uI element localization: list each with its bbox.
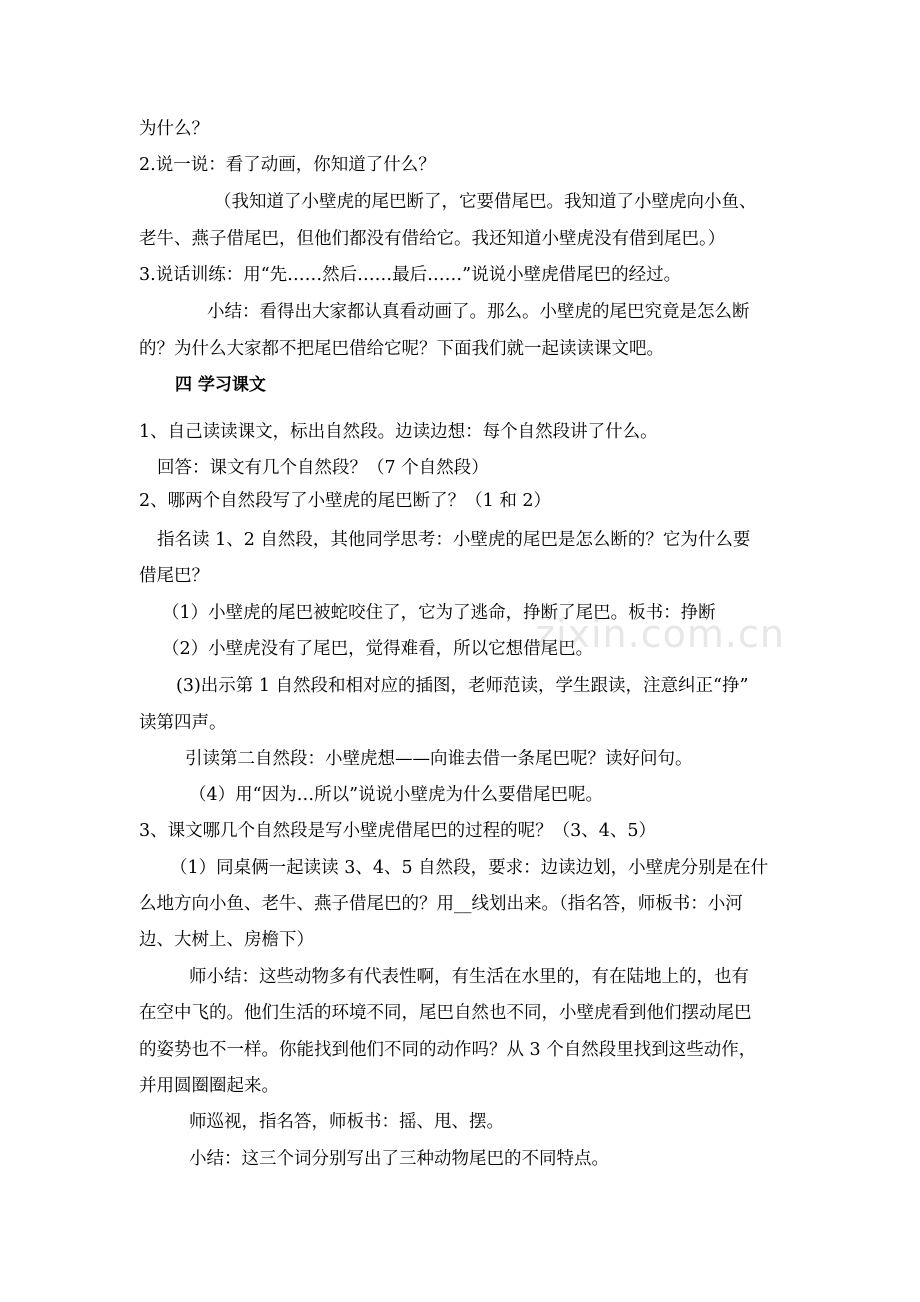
line-1: 为什么？ — [139, 119, 209, 139]
line-27: 并用圆圈圈起来。 — [139, 1076, 279, 1096]
line-9: 1、自己读读课文，标出自然段。边读边想：每个自然段讲了什么。 — [139, 422, 658, 442]
line-22: 么地方向小鱼、老牛、燕子借尾巴的？用__线划出来。（指名答，师板书：小河 — [139, 894, 743, 914]
line-19: （4）用“因为…所以”说说小壁虎为什么要借尾巴呢。 — [189, 785, 604, 805]
line-23: 边、大树上、房檐下） — [139, 930, 314, 950]
line-7: 的？为什么大家都不把尾巴借给它呢？下面我们就一起读读课文吧。 — [139, 339, 664, 359]
section-heading: 四 学习课文 — [175, 375, 266, 395]
line-25: 在空中飞的。他们生活的环境不同，尾巴自然也不同，小壁虎看到他们摆动尾巴 — [139, 1003, 752, 1023]
line-3: （我知道了小壁虎的尾巴断了，它要借尾巴。我知道了小壁虎向小鱼、 — [214, 192, 757, 212]
watermark: zixin.com.cn — [535, 612, 785, 656]
line-10: 回答：课文有几个自然段？（7 个自然段） — [157, 458, 489, 478]
line-17: 读第四声。 — [139, 713, 227, 733]
line-26: 的姿势也不一样。你能找到他们不同的动作吗？从 3 个自然段里找到这些动作， — [139, 1040, 757, 1060]
line-24: 师小结：这些动物多有代表性啊，有生活在水里的，有在陆地上的，也有 — [189, 967, 749, 987]
line-18: 引读第二自然段：小壁虎想——向谁去借一条尾巴呢？读好问句。 — [185, 749, 693, 769]
line-15: （2）小壁虎没有了尾巴，觉得难看，所以它想借尾巴。 — [162, 639, 594, 659]
line-20: 3、课文哪几个自然段是写小壁虎借尾巴的过程的呢？（3、4、5） — [139, 821, 657, 841]
line-16: (3)出示第 1 自然段和相对应的插图，老师范读，学生跟读，注意纠正“挣” — [176, 676, 749, 696]
line-28: 师巡视，指名答，师板书：摇、甩、摆。 — [189, 1112, 504, 1132]
line-11: 2、哪两个自然段写了小壁虎的尾巴断了？（1 和 2） — [139, 491, 552, 511]
line-4: 老牛、燕子借尾巴，但他们都没有借给它。我还知道小壁虎没有借到尾巴。） — [139, 229, 726, 249]
line-29: 小结：这三个词分别写出了三种动物尾巴的不同特点。 — [189, 1149, 609, 1169]
line-6: 小结：看得出大家都认真看动画了。那么。小壁虎的尾巴究竟是怎么断 — [207, 302, 750, 322]
line-5: 3.说话训练：用“先……然后……最后……”说说小壁虎借尾巴的经过。 — [139, 265, 682, 285]
line-2: 2.说一说：看了动画，你知道了什么？ — [139, 155, 436, 175]
line-13: 借尾巴？ — [139, 566, 209, 586]
line-14: （1）小壁虎的尾巴被蛇咬住了，它为了逃命，挣断了尾巴。板书：挣断 — [162, 603, 716, 623]
line-12: 指名读 1、2 自然段，其他同学思考：小壁虎的尾巴是怎么断的？它为什么要 — [157, 530, 751, 550]
line-21: （1）同桌俩一起读读 3、4、5 自然段，要求：边读边划，小壁虎分别是在什 — [170, 858, 769, 878]
